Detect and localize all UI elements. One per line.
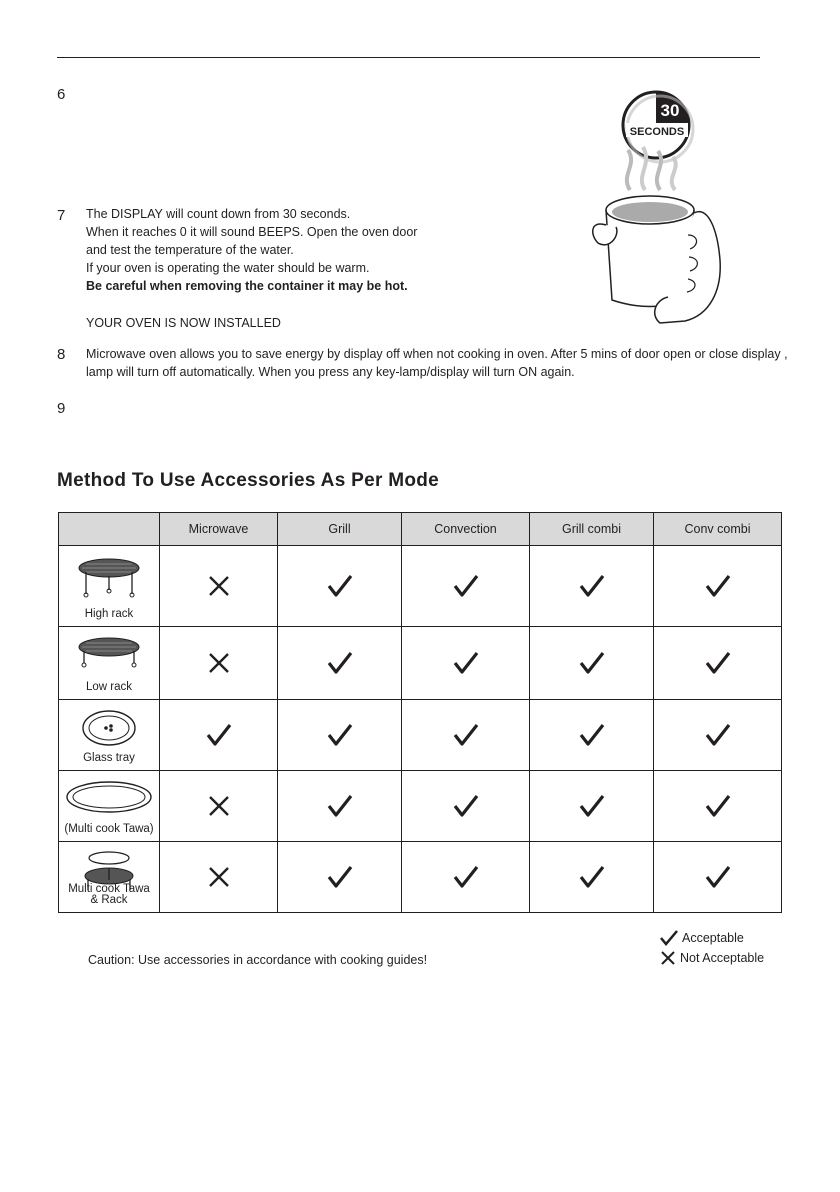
mark-cell — [530, 700, 654, 771]
cross-icon — [207, 865, 231, 889]
mark-cell — [278, 771, 402, 842]
mark-cell — [278, 627, 402, 700]
mark-cell — [530, 842, 654, 913]
column-header: Conv combi — [654, 513, 782, 546]
check-icon — [705, 865, 731, 889]
mark-cell — [530, 771, 654, 842]
accessory-header — [59, 513, 160, 546]
check-icon — [579, 794, 605, 818]
accessory-label: Multi cook Tawa & Rack — [68, 883, 150, 906]
check-icon — [705, 574, 731, 598]
header-rule — [57, 57, 760, 58]
step-number-8: 8 — [57, 346, 66, 363]
table-row — [59, 771, 782, 842]
accessory-label: (Multi cook Tawa) — [64, 823, 154, 835]
check-icon — [453, 651, 479, 675]
check-icon — [327, 865, 353, 889]
accessory-label: Glass tray — [83, 752, 135, 764]
table-row — [59, 700, 782, 771]
column-header: Convection — [402, 513, 530, 546]
legend-acceptable-label: Acceptable — [682, 931, 744, 945]
mark-cell — [530, 546, 654, 627]
mark-cell — [654, 546, 782, 627]
check-icon — [705, 794, 731, 818]
mark-cell — [278, 842, 402, 913]
cross-icon — [207, 794, 231, 818]
mark-cell — [278, 546, 402, 627]
mark-cell — [654, 700, 782, 771]
check-icon — [453, 574, 479, 598]
check-icon — [705, 651, 731, 675]
step-number-6: 6 — [57, 86, 66, 103]
column-header: Microwave — [160, 513, 278, 546]
table-row — [59, 546, 782, 627]
cross-icon — [207, 574, 231, 598]
high-rack-icon — [74, 554, 144, 600]
section-title: Method To Use Accessories As Per Mode — [57, 470, 440, 491]
cross-icon — [660, 950, 676, 966]
step-number-7: 7 — [57, 207, 66, 224]
mark-cell — [402, 842, 530, 913]
legend — [660, 928, 764, 968]
step-7-line: The DISPLAY will count down from 30 seconds. — [86, 207, 351, 221]
mark-cell — [278, 700, 402, 771]
accessory-cell — [59, 627, 160, 700]
cup-illustration — [590, 85, 740, 330]
check-icon — [705, 723, 731, 747]
step-7-line: If your oven is operating the water should be warm. — [86, 261, 370, 275]
mark-cell — [654, 627, 782, 700]
check-icon — [579, 865, 605, 889]
mark-cell — [530, 627, 654, 700]
check-icon — [453, 865, 479, 889]
mark-cell — [160, 842, 278, 913]
mark-cell — [402, 627, 530, 700]
step-7-warning: Be careful when removing the container it may be hot. — [86, 279, 408, 293]
check-icon — [453, 794, 479, 818]
check-icon — [453, 723, 479, 747]
glass-tray-icon — [79, 708, 139, 748]
low-rack-icon — [74, 635, 144, 675]
table-row — [59, 842, 782, 913]
check-icon — [327, 651, 353, 675]
badge-text: SECONDS — [629, 126, 685, 138]
mark-cell — [654, 771, 782, 842]
oven-installed-text: YOUR OVEN IS NOW INSTALLED — [86, 316, 281, 330]
accessory-label: High rack — [84, 608, 134, 620]
check-icon — [579, 574, 605, 598]
accessory-cell — [59, 700, 160, 771]
step-number-9: 9 — [57, 400, 66, 417]
step-7-text — [86, 205, 417, 295]
legend-not-acceptable-label: Not Acceptable — [680, 951, 765, 965]
cross-icon — [207, 651, 231, 675]
accessories-table — [58, 512, 782, 913]
legend-acceptable — [660, 928, 764, 948]
mark-cell — [160, 771, 278, 842]
mark-cell — [654, 842, 782, 913]
table-row — [59, 627, 782, 700]
accessory-cell — [59, 842, 160, 913]
mark-cell — [160, 627, 278, 700]
badge-number: 30 — [660, 101, 680, 120]
mark-cell — [402, 771, 530, 842]
check-icon — [327, 574, 353, 598]
mark-cell — [160, 700, 278, 771]
caution-text: Caution: Use accessories in accordance with cooking guides! — [88, 953, 428, 967]
table-header-row — [59, 513, 782, 546]
column-header: Grill — [278, 513, 402, 546]
hand-holding-cup-icon — [590, 85, 740, 330]
column-header: Grill combi — [530, 513, 654, 546]
mark-cell — [402, 700, 530, 771]
check-icon — [327, 723, 353, 747]
accessory-label: Low rack — [85, 681, 133, 693]
mark-cell — [160, 546, 278, 627]
accessory-cell — [59, 771, 160, 842]
check-icon — [579, 723, 605, 747]
check-icon — [579, 651, 605, 675]
step-7-line: and test the temperature of the water. — [86, 243, 294, 257]
step-8-text: Microwave oven allows you to save energy by display off when not cooking in oven. After 5 mins of door open or close display , lamp will turn off automatically. When you press any key-lamp/display will turn ON again. — [86, 347, 788, 379]
legend-not-acceptable — [660, 948, 764, 968]
multi-cook-tawa-icon — [64, 779, 154, 815]
check-icon — [660, 930, 678, 946]
accessory-cell — [59, 546, 160, 627]
check-icon — [206, 723, 232, 747]
step-7-line: When it reaches 0 it will sound BEEPS. Open the oven door — [86, 225, 418, 239]
mark-cell — [402, 546, 530, 627]
check-icon — [327, 794, 353, 818]
